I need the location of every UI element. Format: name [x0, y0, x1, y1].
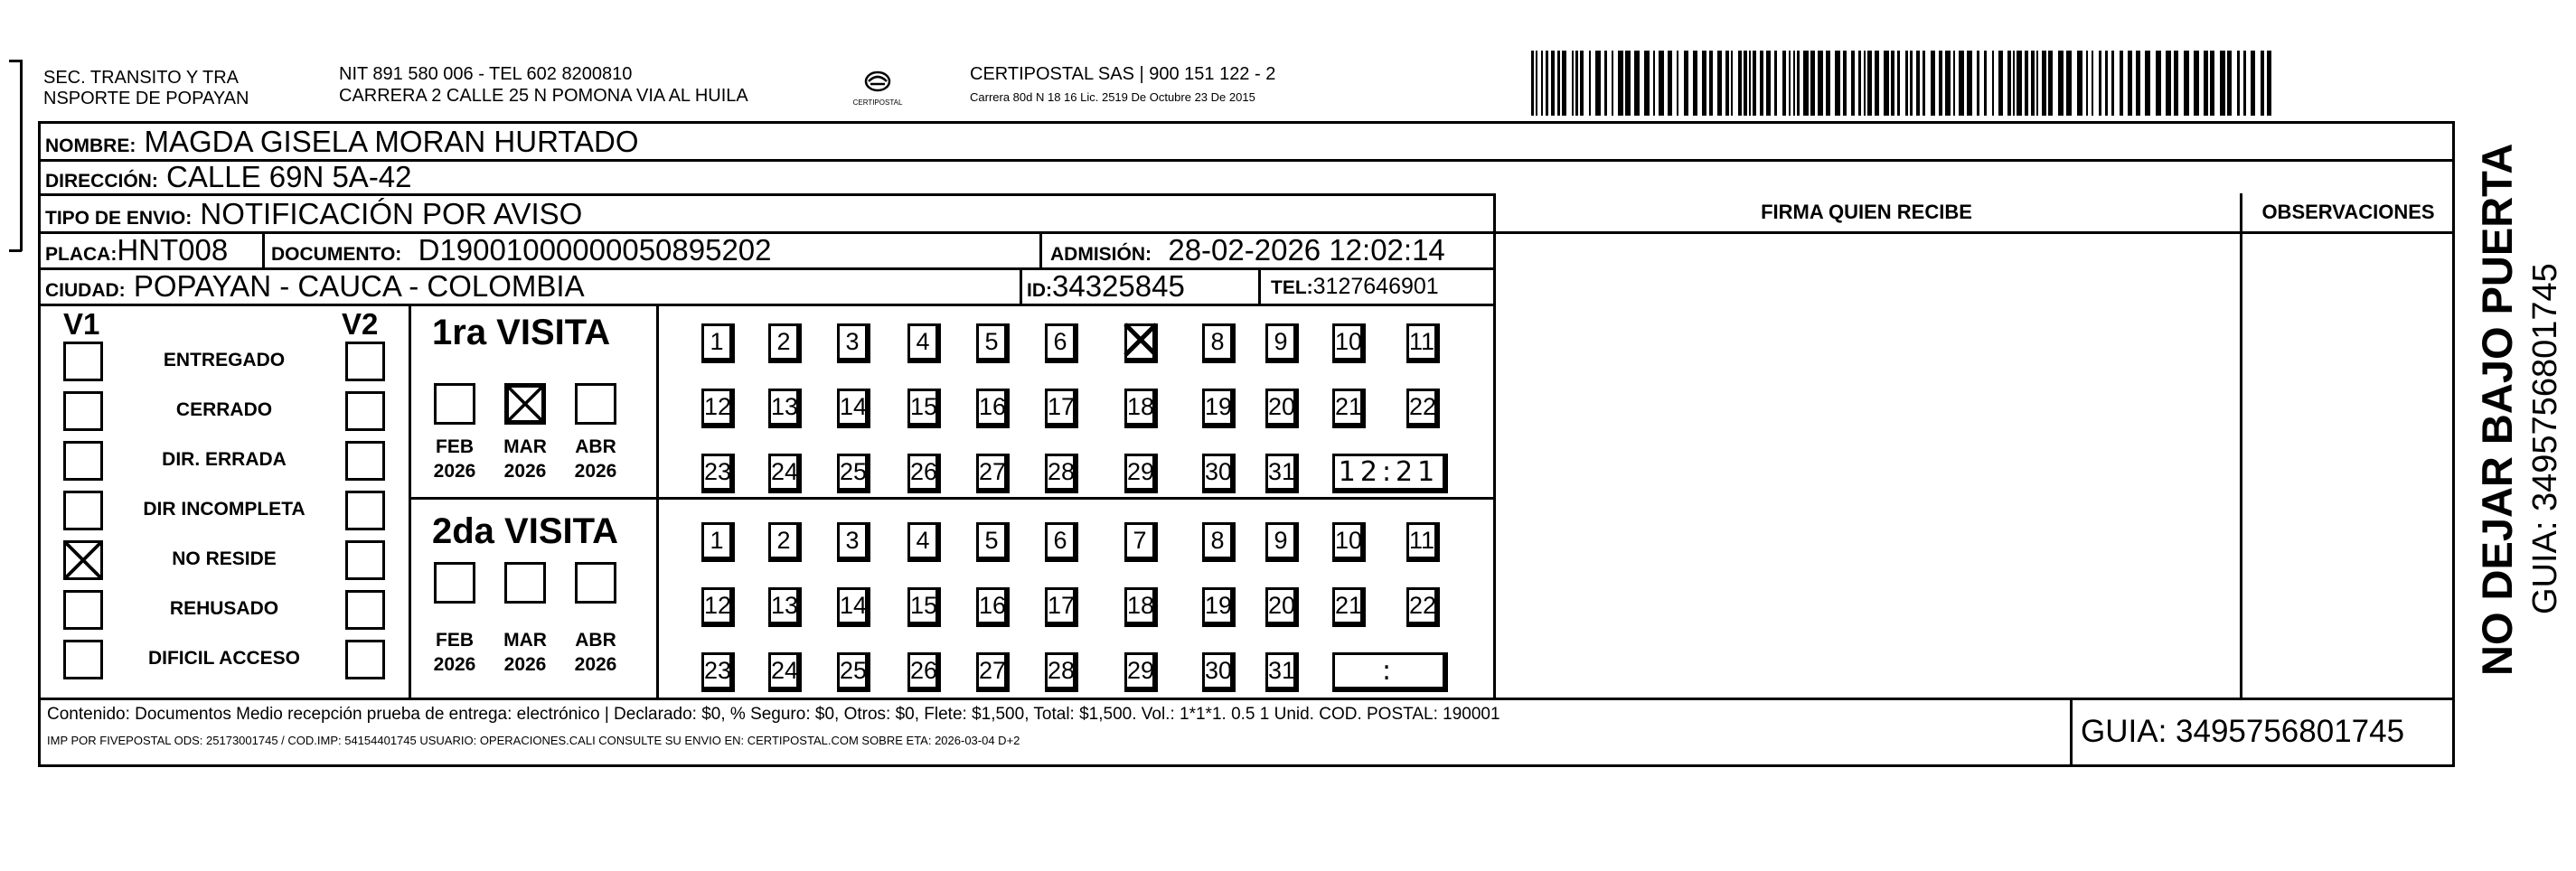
first-day-12: 12 — [701, 389, 735, 428]
second-day-24: 24 — [768, 652, 802, 692]
first-day-23: 23 — [701, 454, 735, 493]
v1-checkbox-checked — [63, 540, 103, 580]
second-day-5: 5 — [976, 522, 1010, 562]
second-month-mar-checkbox — [504, 562, 546, 604]
first-day-27: 27 — [976, 454, 1010, 493]
barcode-bar — [1659, 51, 1664, 116]
barcode-bar — [1858, 51, 1861, 116]
second-day-14: 14 — [837, 587, 870, 627]
sender-line-1: SEC. TRANSITO Y TRA — [43, 68, 239, 88]
barcode-bar — [1810, 51, 1815, 116]
first-day-14: 14 — [837, 389, 870, 428]
documento-row — [271, 233, 772, 272]
tel-value: 3127646901 — [1312, 274, 1439, 299]
barcode-bar — [1910, 51, 1913, 116]
v1-checkbox — [63, 391, 103, 431]
barcode-bar — [1826, 51, 1830, 116]
barcode-bar — [1782, 51, 1786, 116]
second-year-label: 2026 — [574, 654, 617, 675]
tipo-value: NOTIFICACIÓN POR AVISO — [200, 197, 583, 230]
v2-checkbox — [345, 540, 385, 580]
barcode-bar — [1612, 51, 1613, 116]
v1-label: V1 — [63, 307, 100, 341]
status-dificil-acceso: DIFICIL ACCESO — [147, 648, 300, 669]
barcode-bar — [2120, 51, 2123, 116]
barcode-bar — [1945, 51, 1951, 116]
barcode-bar — [2017, 51, 2022, 116]
first-month-feb-checkbox — [434, 383, 475, 425]
second-day-20: 20 — [1265, 587, 1299, 627]
barcode-bar — [1634, 51, 1640, 116]
direccion-row — [45, 160, 412, 199]
first-day-26: 26 — [907, 454, 941, 493]
barcode-bar — [1557, 51, 1560, 116]
first-day-1: 1 — [701, 323, 735, 363]
id-row — [1027, 269, 1185, 308]
barcode-bar — [2058, 51, 2064, 116]
barcode-bar — [1604, 51, 1607, 116]
first-visit-title: 1ra VISITA — [432, 313, 611, 352]
v1-checkbox — [63, 342, 103, 381]
barcode-bar — [1843, 51, 1847, 116]
status-rehusado: REHUSADO — [169, 598, 279, 619]
tipo-label: TIPO DE ENVIO: — [45, 208, 193, 229]
barcode-bar — [1897, 51, 1900, 116]
observaciones-column-border — [2240, 193, 2242, 699]
second-time-field: : — [1332, 652, 1448, 692]
first-month-label: FEB — [436, 436, 474, 457]
second-day-22: 22 — [1406, 587, 1440, 627]
footer-print-line: IMP POR FIVEPOSTAL ODS: 25173001745 / COD.IMP: 54154401745 USUARIO: OPERACIONES.CALI CONSULTE SU ENVIO EN: CERTIPOSTAL.COM SOBRE ETA: 2026-03-04 D+2 — [47, 734, 1020, 747]
first-day-5: 5 — [976, 323, 1010, 363]
barcode-bar — [2261, 51, 2264, 116]
barcode-bar — [2111, 51, 2114, 116]
barcode-bar — [2237, 51, 2240, 116]
firma-column-border — [1493, 193, 1496, 699]
second-day-27: 27 — [976, 652, 1010, 692]
placa-label: PLACA: — [45, 244, 118, 265]
v2-checkbox — [345, 491, 385, 530]
second-day-21: 21 — [1332, 587, 1366, 627]
barcode-bar — [1717, 51, 1722, 116]
observaciones-header: OBSERVACIONES — [2261, 201, 2435, 223]
page-edge-tick — [9, 60, 22, 62]
first-month-label: ABR — [575, 436, 616, 457]
second-year-label: 2026 — [433, 654, 476, 675]
second-day-26: 26 — [907, 652, 941, 692]
first-day-19: 19 — [1202, 389, 1236, 428]
barcode-bar — [1835, 51, 1840, 116]
barcode-bar — [2007, 51, 2011, 116]
v1-checkbox — [63, 441, 103, 481]
status-dir-errada: DIR. ERRADA — [162, 449, 287, 470]
barcode-bar — [1797, 51, 1800, 116]
page-edge-tick — [9, 249, 22, 252]
nit-line-2: CARRERA 2 CALLE 25 N POMONA VIA AL HUILA — [339, 86, 748, 106]
first-day-24: 24 — [768, 454, 802, 493]
barcode-bar — [1731, 51, 1733, 116]
barcode-bar — [1760, 51, 1763, 116]
second-day-18: 18 — [1124, 587, 1158, 627]
barcode-bar — [1668, 51, 1672, 116]
v2-checkbox — [345, 342, 385, 381]
barcode-bar — [2267, 51, 2271, 116]
barcode-bar — [2220, 51, 2225, 116]
placa-row — [45, 233, 228, 272]
barcode-bar — [2086, 51, 2088, 116]
page-edge-mark — [20, 60, 23, 251]
tel-row — [1271, 274, 1439, 300]
ciudad-label: CIUDAD: — [45, 280, 126, 301]
second-month-label: MAR — [503, 630, 547, 651]
second-day-19: 19 — [1202, 587, 1236, 627]
barcode-bar — [1998, 51, 2003, 116]
barcode-bar — [1905, 51, 1908, 116]
cell-divider — [262, 231, 265, 269]
second-day-10: 10 — [1332, 522, 1366, 562]
barcode-bar — [1766, 51, 1771, 116]
first-day-25: 25 — [837, 454, 870, 493]
nombre-value: MAGDA GISELA MORAN HURTADO — [144, 125, 639, 158]
barcode-bar — [1939, 51, 1942, 116]
barcode — [1528, 51, 2280, 116]
barcode-bar — [1618, 51, 1623, 116]
barcode-bar — [1875, 51, 1879, 116]
tipo-row — [45, 197, 582, 236]
first-day-13: 13 — [768, 389, 802, 428]
second-day-3: 3 — [837, 522, 870, 562]
barcode-bar — [2036, 51, 2038, 116]
nombre-row — [45, 125, 639, 164]
second-day-12: 12 — [701, 587, 735, 627]
barcode-bar — [1653, 51, 1655, 116]
second-day-9: 9 — [1265, 522, 1299, 562]
first-day-20: 20 — [1265, 389, 1299, 428]
second-year-label: 2026 — [503, 654, 547, 675]
barcode-bar — [1884, 51, 1889, 116]
first-day-28: 28 — [1045, 454, 1078, 493]
visit-separator — [409, 497, 1493, 500]
v2-checkbox — [345, 590, 385, 630]
company-line-2: Carrera 80d N 18 16 Lic. 2519 De Octubre 23 De 2015 — [970, 90, 1255, 104]
barcode-bar — [2166, 51, 2171, 116]
barcode-bar — [2031, 51, 2035, 116]
admision-label: ADMISIÓN: — [1050, 244, 1152, 265]
second-month-abr-checkbox — [575, 562, 616, 604]
first-day-18: 18 — [1124, 389, 1158, 428]
cell-divider — [1258, 267, 1261, 305]
first-day-30: 30 — [1202, 454, 1236, 493]
barcode-bar — [2025, 51, 2028, 116]
first-time-field: 12:21 — [1332, 454, 1448, 493]
barcode-bar — [1818, 51, 1823, 116]
barcode-bar — [1793, 51, 1795, 116]
firma-header: FIRMA QUIEN RECIBE — [1761, 201, 1972, 223]
documento-value: D19001000000050895202 — [418, 233, 772, 267]
first-month-mar-checkbox — [504, 383, 546, 425]
row-line — [38, 698, 2455, 700]
barcode-bar — [1725, 51, 1729, 116]
barcode-bar — [1575, 51, 1578, 116]
barcode-bar — [1803, 51, 1809, 116]
second-day-28: 28 — [1045, 652, 1078, 692]
first-year-label: 2026 — [433, 461, 476, 482]
first-day-11: 11 — [1406, 323, 1440, 363]
barcode-bar — [2145, 51, 2150, 116]
barcode-bar — [1953, 51, 1955, 116]
first-month-abr-checkbox — [575, 383, 616, 425]
barcode-bar — [2156, 51, 2161, 116]
v1-checkbox — [63, 491, 103, 530]
v2-checkbox — [345, 441, 385, 481]
barcode-bar — [2048, 51, 2053, 116]
barcode-bar — [1916, 51, 1920, 116]
barcode-bar — [2099, 51, 2101, 116]
barcode-bar — [1851, 51, 1855, 116]
barcode-bar — [2013, 51, 2015, 116]
barcode-bar — [1749, 51, 1751, 116]
first-month-label: MAR — [503, 436, 547, 457]
cell-divider — [1039, 231, 1042, 269]
direccion-label: DIRECCIÓN: — [45, 171, 158, 192]
tel-label: TEL: — [1271, 277, 1313, 298]
barcode-bar — [1589, 51, 1591, 116]
footer-content-line: Contenido: Documentos Medio recepción prueba de entrega: electrónico | Declarado: $0, % Seguro: $0, Otros: $0, Flete: $1,500, Total: $1,500. Vol.: 1*1*1. 0.5 1 Unid. COD. POSTAL: 190001 — [47, 705, 1500, 724]
barcode-bar — [1789, 51, 1791, 116]
barcode-bar — [1891, 51, 1894, 116]
second-day-31: 31 — [1265, 652, 1299, 692]
second-month-label: ABR — [575, 630, 616, 651]
barcode-bar — [1541, 51, 1543, 116]
second-day-7: 7 — [1124, 522, 1158, 562]
ciudad-value: POPAYAN - CAUCA - COLOMBIA — [133, 269, 585, 303]
barcode-bar — [1959, 51, 1964, 116]
second-day-16: 16 — [976, 587, 1010, 627]
second-day-23: 23 — [701, 652, 735, 692]
barcode-bar — [1562, 51, 1566, 116]
barcode-bar — [1625, 51, 1631, 116]
first-day-31: 31 — [1265, 454, 1299, 493]
barcode-bar — [2066, 51, 2072, 116]
first-year-label: 2026 — [574, 461, 617, 482]
footer-guia-border — [2070, 698, 2073, 767]
barcode-bar — [2136, 51, 2140, 116]
barcode-bar — [1867, 51, 1872, 116]
barcode-bar — [1967, 51, 1972, 116]
v2-checkbox — [345, 391, 385, 431]
v1-checkbox — [63, 640, 103, 679]
second-day-15: 15 — [907, 587, 941, 627]
second-day-1: 1 — [701, 522, 735, 562]
barcode-bar — [2174, 51, 2178, 116]
v2-label: V2 — [342, 307, 379, 341]
first-day-7 — [1124, 323, 1158, 363]
barcode-bar — [1677, 51, 1678, 116]
sender-line-2: NSPORTE DE POPAYAN — [43, 89, 249, 108]
barcode-bar — [2243, 51, 2246, 116]
barcode-bar — [1702, 51, 1706, 116]
documento-label: DOCUMENTO: — [271, 244, 402, 265]
second-day-2: 2 — [768, 522, 802, 562]
barcode-bar — [1684, 51, 1688, 116]
barcode-bar — [1774, 51, 1777, 116]
first-day-21: 21 — [1332, 389, 1366, 428]
status-no-reside: NO RESIDE — [172, 548, 277, 569]
second-day-6: 6 — [1045, 522, 1078, 562]
company-line-1: CERTIPOSTAL SAS | 900 151 122 - 2 — [970, 64, 1276, 84]
v2-checkbox — [345, 640, 385, 679]
barcode-bar — [2184, 51, 2189, 116]
barcode-bar — [2128, 51, 2132, 116]
second-day-30: 30 — [1202, 652, 1236, 692]
second-month-feb-checkbox — [434, 562, 475, 604]
second-day-11: 11 — [1406, 522, 1440, 562]
barcode-bar — [1536, 51, 1537, 116]
nit-line-1: NIT 891 580 006 - TEL 602 8200810 — [339, 64, 633, 84]
second-day-17: 17 — [1045, 587, 1078, 627]
barcode-bar — [1595, 51, 1601, 116]
id-label: ID: — [1027, 280, 1052, 301]
second-day-13: 13 — [768, 587, 802, 627]
first-day-16: 16 — [976, 389, 1010, 428]
status-dir-incompleta: DIR INCOMPLETA — [143, 499, 306, 520]
barcode-bar — [2105, 51, 2108, 116]
cell-divider — [1020, 267, 1022, 305]
nombre-label: NOMBRE: — [45, 136, 136, 156]
second-visit-title: 2da VISITA — [432, 511, 618, 551]
barcode-bar — [2210, 51, 2214, 116]
barcode-bar — [1572, 51, 1574, 116]
status-divider — [409, 304, 411, 699]
admision-row — [1050, 233, 1445, 272]
barcode-bar — [2204, 51, 2208, 116]
first-day-8: 8 — [1202, 323, 1236, 363]
first-day-29: 29 — [1124, 454, 1158, 493]
ciudad-row — [45, 269, 585, 308]
id-value: 34325845 — [1052, 269, 1185, 303]
first-year-label: 2026 — [503, 461, 547, 482]
barcode-bar — [1984, 51, 1987, 116]
status-cerrado: CERRADO — [175, 399, 273, 420]
barcode-bar — [1931, 51, 1935, 116]
first-day-2: 2 — [768, 323, 802, 363]
placa-value: HNT008 — [117, 233, 229, 267]
side-guia: GUIA: 3495756801745 — [2526, 263, 2564, 614]
barcode-bar — [2194, 51, 2199, 116]
barcode-bar — [1551, 51, 1555, 116]
barcode-bar — [1644, 51, 1650, 116]
second-month-label: FEB — [436, 630, 474, 651]
second-day-25: 25 — [837, 652, 870, 692]
barcode-bar — [1744, 51, 1747, 116]
barcode-bar — [1580, 51, 1584, 116]
first-day-3: 3 — [837, 323, 870, 363]
barcode-bar — [1864, 51, 1866, 116]
first-day-17: 17 — [1045, 389, 1078, 428]
no-dejar-warning: NO DEJAR BAJO PUERTA — [2473, 143, 2521, 676]
logo-text: CERTIPOSTAL — [852, 98, 903, 107]
barcode-bar — [1753, 51, 1756, 116]
certipostal-logo — [845, 69, 943, 112]
first-day-22: 22 — [1406, 389, 1440, 428]
barcode-bar — [1738, 51, 1742, 116]
first-day-10: 10 — [1332, 323, 1366, 363]
footer-guia: GUIA: 3495756801745 — [2081, 714, 2405, 749]
second-day-4: 4 — [907, 522, 941, 562]
barcode-bar — [1546, 51, 1548, 116]
visit-divider — [656, 304, 659, 699]
v1-checkbox — [63, 590, 103, 630]
admision-value: 28-02-2026 12:02:14 — [1168, 233, 1445, 267]
first-day-15: 15 — [907, 389, 941, 428]
first-day-9: 9 — [1265, 323, 1299, 363]
barcode-bar — [1531, 51, 1534, 116]
barcode-bar — [1923, 51, 1925, 116]
first-day-4: 4 — [907, 323, 941, 363]
barcode-bar — [2092, 51, 2093, 116]
direccion-value: CALLE 69N 5A-42 — [166, 160, 412, 193]
first-day-6: 6 — [1045, 323, 1078, 363]
barcode-bar — [1992, 51, 1994, 116]
barcode-bar — [1977, 51, 1979, 116]
status-entregado: ENTREGADO — [163, 350, 286, 370]
barcode-bar — [2227, 51, 2232, 116]
second-day-8: 8 — [1202, 522, 1236, 562]
second-day-29: 29 — [1124, 652, 1158, 692]
barcode-bar — [2251, 51, 2255, 116]
barcode-bar — [1709, 51, 1713, 116]
barcode-bar — [2077, 51, 2082, 116]
barcode-bar — [2042, 51, 2046, 116]
barcode-bar — [1693, 51, 1697, 116]
